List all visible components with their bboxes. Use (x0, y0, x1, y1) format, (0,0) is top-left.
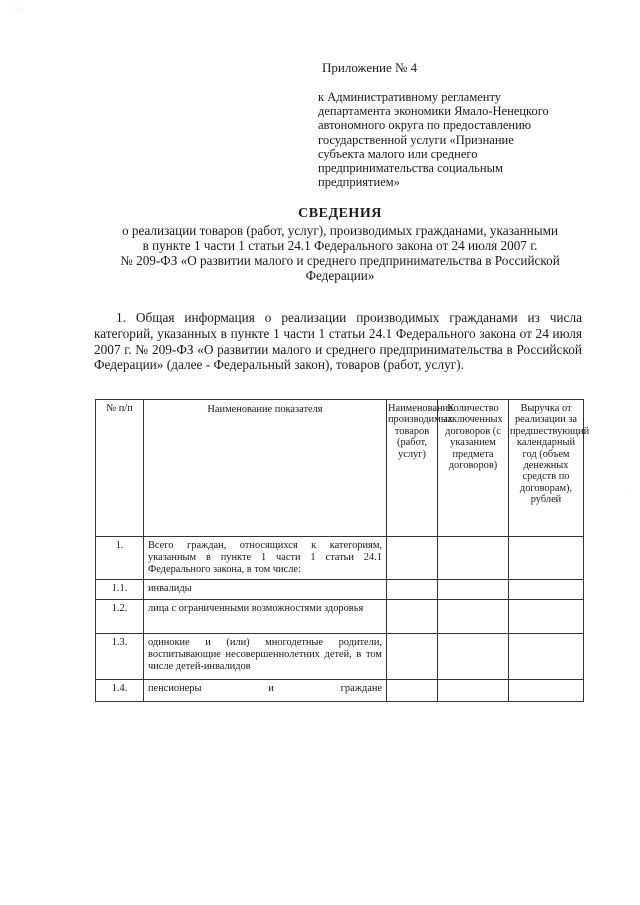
row-number: 1. (96, 537, 144, 580)
cell-goods (387, 634, 438, 680)
cell-goods (387, 537, 438, 580)
cell-revenue (509, 580, 584, 600)
appendix-line: предприятием» (318, 175, 400, 190)
appendix-title: Приложение № 4 (322, 60, 418, 75)
row-name-text: пенсионеры и граждане (148, 683, 382, 694)
section-1-paragraph: 1. Общая информация о реализации производимых гражданами из числа категорий, указанных в пункте 1 части 1 статьи 24.1 Федерального закона от 24 июля 2007 г. № 209-ФЗ «О развитии малого и среднего предпринимательства в Российской Федерации» (далее - Федеральный закон), товаров (работ, услуг). (94, 310, 582, 373)
heading-line: о реализации товаров (работ, услуг), производимых гражданами, указанными (121, 223, 559, 238)
scan-speck: · · · · (12, 6, 25, 12)
cell-contracts (438, 537, 509, 580)
appendix-line: государственной услуги «Признание (318, 132, 514, 147)
table-row (96, 680, 584, 702)
table-row (96, 537, 584, 580)
appendix-line: к Административному регламенту (318, 90, 502, 104)
appendix-line: автономного округа по предоставлению (318, 118, 532, 133)
scan-speck: · (628, 490, 630, 496)
row-number: 1.2. (96, 600, 144, 634)
row-name: лица с ограниченными возможностями здоровья (144, 600, 387, 634)
cell-contracts (438, 634, 509, 680)
table-header-row (96, 400, 584, 537)
row-name (144, 680, 387, 702)
header-revenue: Выручка от реализации за предшествующий календарный год (объем денежных средств по договорам), рублей (509, 400, 584, 537)
appendix-line: субъекта малого или среднего (318, 146, 478, 161)
appendix-line: предпринимательства социальным (318, 161, 503, 176)
cell-contracts (438, 580, 509, 600)
appendix-block (318, 60, 608, 189)
document-heading (70, 206, 610, 283)
appendix-line: департамента экономики Ямало-Ненецкого (318, 104, 549, 119)
row-number: 1.3. (96, 634, 144, 680)
cell-revenue (509, 680, 584, 702)
table-row (96, 634, 584, 680)
heading-line: Федерации» (305, 268, 375, 283)
row-name: одинокие и (или) многодетные родители, воспитывающие несовершеннолетних детей, в том числе детей-инвалидов (144, 634, 387, 680)
row-name: инвалиды (144, 580, 387, 600)
heading-line: в пункте 1 части 1 статьи 24.1 Федерального закона от 24 июля 2007 г. (142, 238, 538, 253)
cell-goods (387, 600, 438, 634)
heading-line: № 209-ФЗ «О развитии малого и среднего предпринимательства в Российской (120, 253, 560, 268)
appendix-text (318, 90, 608, 189)
table-row (96, 600, 584, 634)
document-title: СВЕДЕНИЯ (298, 206, 382, 221)
cell-revenue (509, 600, 584, 634)
row-name: Всего граждан, относящихся к категориям, указанным в пункте 1 части 1 статьи 24.1 Федерального закона, в том числе: (144, 537, 387, 580)
header-indicator-name: Наименование показателя (144, 400, 387, 537)
cell-goods (387, 580, 438, 600)
cell-goods (387, 680, 438, 702)
row-number: 1.4. (96, 680, 144, 702)
header-contracts-count: Количество заключенных договоров (с указанием предмета договоров) (438, 400, 509, 537)
cell-contracts (438, 600, 509, 634)
cell-contracts (438, 680, 509, 702)
cell-revenue (509, 537, 584, 580)
header-number: № п/п (96, 400, 144, 537)
cell-revenue (509, 634, 584, 680)
header-goods-name: Наименование производимых товаров (работ, услуг) (387, 400, 438, 537)
indicators-table (95, 399, 590, 702)
table-row (96, 580, 584, 600)
row-number: 1.1. (96, 580, 144, 600)
